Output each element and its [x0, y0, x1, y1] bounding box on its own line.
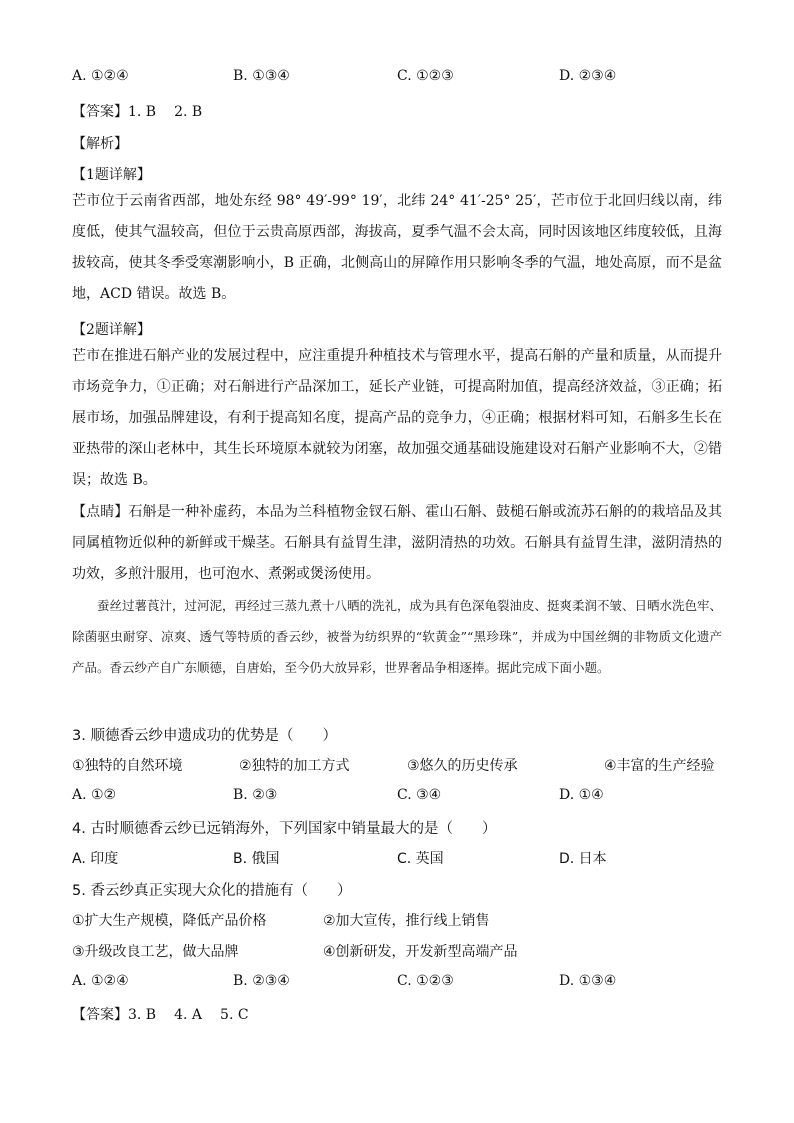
- q4-option-c: C. 英国: [397, 851, 444, 867]
- detail2-header: 【2题详解】: [72, 322, 151, 338]
- q2-option-c: C. ①②③: [397, 68, 454, 84]
- answer-line-1: [72, 101, 202, 121]
- q5-statement: ④创新研发，开发新型高端产品: [323, 944, 518, 960]
- detail2-text: 芒市在推进石斛产业的发展过程中，应注重提升种植技术与管理水平，提高石斛的产量和质量，从而提升市场竞争力，①正确；对石斛进行产品深加工，延长产业链，可提高附加值，提高经济效益，③正确；拓展市场，加强品牌建设，有利于提高知名度，提高产品的竞争力，④正确；根据材料可知，石斛多生长在亚热带的深山老林中，其生长环境原本就较为闭塞，故加强交通基础设施建设对石斛产业影响不大，②错误；故选 B。: [72, 348, 722, 488]
- answer-item: 3. B: [128, 1007, 157, 1023]
- q2-option-a: A. ①②④: [72, 68, 129, 84]
- answer-item: 2. B: [174, 104, 203, 120]
- q5-statement: ③升级改良工艺，做大品牌: [72, 944, 239, 960]
- q2-option-d: D. ②③④: [559, 68, 617, 84]
- q4-option-d: D. 日本: [559, 851, 607, 867]
- answer-tag: 【答案】: [72, 104, 128, 120]
- q4-stem: 4. 古时顺德香云纱已远销海外，下列国家中销量最大的是（ ）: [72, 821, 497, 837]
- answer-line-2: [72, 1004, 249, 1024]
- q3-option-d: D. ①④: [559, 787, 604, 803]
- q3-option-b: B. ②③: [233, 787, 278, 803]
- q5-option-d: D. ①③④: [559, 973, 617, 989]
- q5-stem: 5. 香云纱真正实现大众化的措施有（ ）: [72, 883, 352, 899]
- q3-statement: ①独特的自然环境: [72, 758, 183, 774]
- analysis-header: 【解析】: [72, 136, 128, 152]
- q5-option-b: B. ②③④: [233, 973, 290, 989]
- q3-statement: ②独特的加工方式: [239, 758, 350, 774]
- detail1-text: 芒市位于云南省西部，地处东经 98° 49′-99° 19′，北纬 24° 41′-25° 25′，芒市位于北回归线以南，纬度低，使其气温较高，但位于云贵高原西部，海拔高，夏季气温不会太高，同时因该地区纬度较低，且海拔较高，使其冬季受寒潮影响小，B 正确，北侧高山的屏障作用只影响冬季的气温，地处高原，而不是盆地，ACD 错误。故选 B。: [72, 193, 722, 302]
- q4-option-a: A. 印度: [72, 851, 119, 867]
- detail1-header: 【1题详解】: [72, 167, 151, 183]
- q5-option-a: A. ①②④: [72, 973, 129, 989]
- q2-option-b: B. ①③④: [233, 68, 290, 84]
- q4-option-b: B. 俄国: [233, 851, 280, 867]
- q5-option-c: C. ①②③: [397, 973, 454, 989]
- q5-statement: ②加大宣传，推行线上销售: [323, 913, 490, 929]
- q3-option-c: C. ③④: [397, 787, 442, 803]
- q5-statement: ①扩大生产规模，降低产品价格: [72, 913, 267, 929]
- q3-statement: ④丰富的生产经验: [604, 758, 715, 774]
- material-passage: 蚕丝过薯莨汁，过河泥，再经过三蒸九煮十八晒的洗礼，成为具有色深龟裂油皮、挺爽柔润不皱、日晒水洗色牢、除菌驱虫耐穿、凉爽、透气等特质的香云纱，被誉为纺织界的“软黄金”“黑珍珠”，并成为中国丝绸的非物质文化遗产产品。香云纱产自广东顺德，自唐始，至今仍大放异彩，世界奢品争相逐捧。据此完成下面小题。: [72, 598, 723, 675]
- q3-option-a: A. ①②: [72, 787, 117, 803]
- q3-stem: 3. 顺德香云纱申遗成功的优势是（ ）: [72, 728, 337, 744]
- answer-tag: 【答案】: [72, 1007, 128, 1023]
- answer-item: 4. A: [174, 1007, 203, 1023]
- answer-item: 1. B: [128, 104, 157, 120]
- q3-statement: ③悠久的历史传承: [407, 758, 518, 774]
- answer-item: 5. C: [220, 1007, 249, 1023]
- dianjing-text: 【点睛】石斛是一种补虚药，本品为兰科植物金钗石斛、霍山石斛、鼓槌石斛或流苏石斛的的栽培品及其同属植物近似种的新鲜或干燥茎。石斛具有益胃生津，滋阴清热的功效。石斛具有益胃生津，滋阴清热的功效，多煎汁服用，也可泡水、煮粥或煲汤使用。: [72, 504, 722, 582]
